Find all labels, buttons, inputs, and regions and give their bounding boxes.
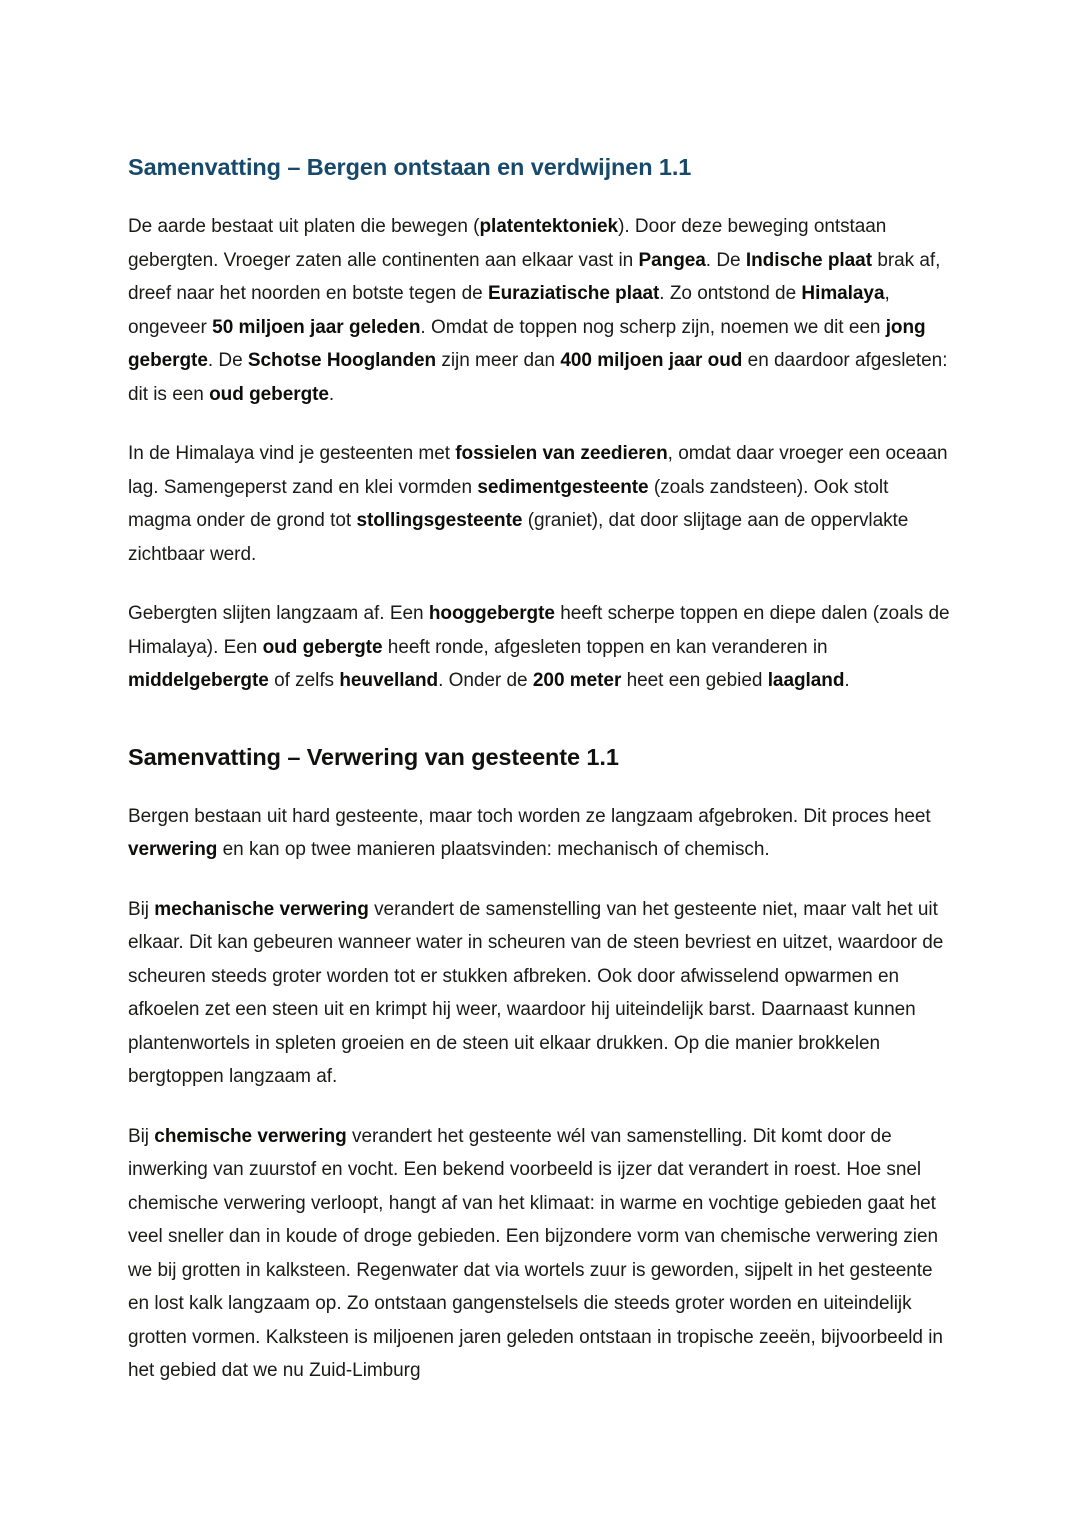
paragraph-platentektoniek: De aarde bestaat uit platen die bewegen (platentektoniek). Door deze beweging ontstaan gebergten. Vroeger zaten alle continenten aan elkaar vast in Pangea. De Indische plaat brak af, dreef naar het noorden en botste tegen de Euraziatische plaat. Zo ontstond de Himalaya, ongeveer 50 miljoen jaar geleden. Omdat de toppen nog scherp zijn, noemen we dit een jong gebergte. De Schotse Hooglanden zijn meer dan 400 miljoen jaar oud en daardoor afgesleten: dit is een oud gebergte. [128,216,948,405]
document-content [128,152,954,1388]
paragraph-gesteentesoorten: In de Himalaya vind je gesteenten met fossielen van zeedieren, omdat daar vroeger een oceaan lag. Samengeperst zand en klei vormden sedimentgesteente (zoals zandsteen). Ook stolt magma onder de grond tot stollingsgesteente (graniet), dat door slijtage aan de oppervlakte zichtbaar werd. [128,443,948,565]
paragraph-mechanische-verwering: Bij mechanische verwering verandert de samenstelling van het gesteente niet, maar valt het uit elkaar. Dit kan gebeuren wanneer water in scheuren van de steen bevriest en uitzet, waardoor de scheuren steeds groter worden tot er stukken afbreken. Ook door afwisselend opwarmen en afkoelen zet een steen uit en krimpt hij weer, waardoor hij uiteindelijk barst. Daarnaast kunnen plantenwortels in spleten groeien en de steen uit elkaar drukken. Op die manier brokkelen bergtoppen langzaam af. [128,898,944,1087]
section-heading-bergen-ontstaan-en-verdwijnen: Samenvatting – Bergen ontstaan en verdwijnen 1.1 [128,154,692,180]
paragraph-chemische-verwering: Bij chemische verwering verandert het gesteente wél van samenstelling. Dit komt door de inwerking van zuurstof en vocht. Een bekend voorbeeld is ijzer dat verandert in roest. Hoe snel chemische verwering verloopt, hangt af van het klimaat: in warme en vochtige gebieden gaat het veel sneller dan in koude of droge gebieden. Een bijzondere vorm van chemische verwering zien we bij grotten in kalksteen. Regenwater dat via wortels zuur is geworden, sijpelt in het gesteente en lost kalk langzaam op. Zo ontstaan gangenstelsels die steeds groter worden en uiteindelijk grotten vormen. Kalksteen is miljoenen jaren geleden ontstaan in tropische zeeën, bijvoorbeeld in het gebied dat we nu Zuid-Limburg [128,1125,943,1381]
section-heading-verwering-van-gesteente: Samenvatting – Verwering van gesteente 1.1 [128,743,619,770]
paragraph-gebergtetypen: Gebergten slijten langzaam af. Een hooggebergte heeft scherpe toppen en diepe dalen (zoals de Himalaya). Een oud gebergte heeft ronde, afgesleten toppen en kan veranderen in middelgebergte of zelfs heuvelland. Onder de 200 meter heet een gebied laagland. [128,603,950,691]
paragraph-verwering-intro: Bergen bestaan uit hard gesteente, maar toch worden ze langzaam afgebroken. Dit proces heet verwering en kan op twee manieren plaatsvinden: mechanisch of chemisch. [128,805,931,860]
